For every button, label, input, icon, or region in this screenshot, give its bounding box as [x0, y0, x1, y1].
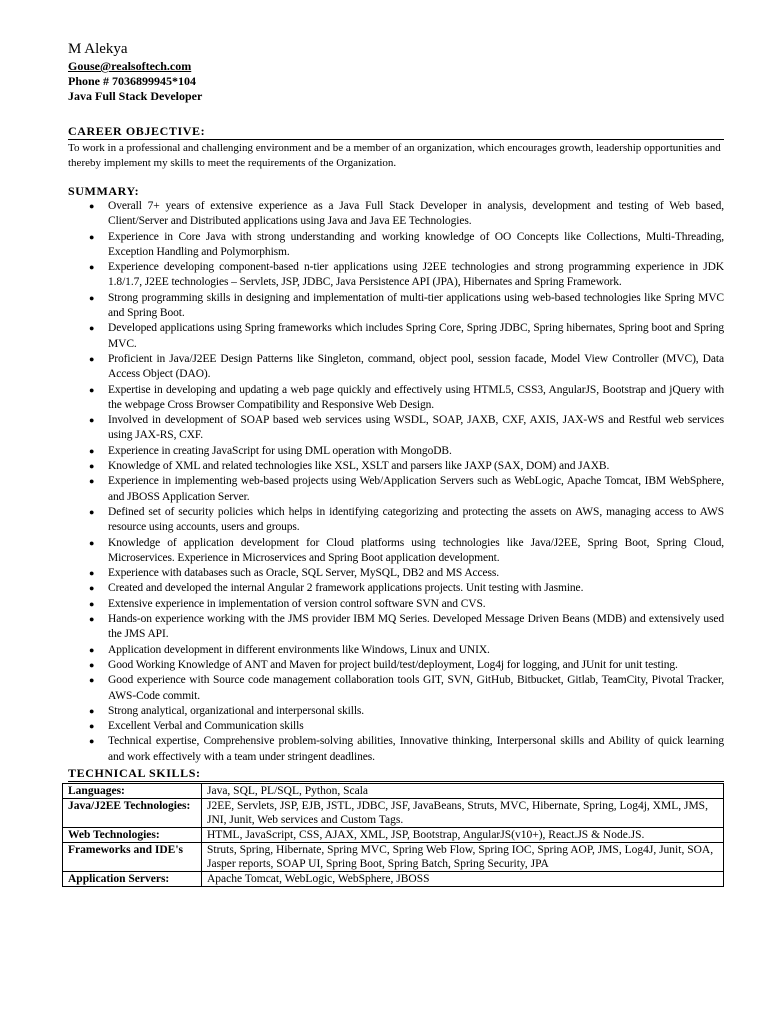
skills-row: [63, 842, 724, 871]
technical-skills-heading: TECHNICAL SKILLS:: [68, 765, 201, 780]
summary-item: [89, 612, 724, 643]
section-divider: [68, 781, 724, 782]
section-divider: [68, 139, 724, 140]
summary-item-text: Expertise in developing and updating a web page quickly and effectively using HTML5, CSS3, AngularJS, Bootstrap and jQuery with the webpage Cross Browser Compatibility and Responsive Web Design.: [108, 383, 724, 411]
skills-values: HTML, JavaScript, CSS, AJAX, XML, JSP, Bootstrap, AngularJS(v10+), React.JS & Node.JS.: [202, 827, 724, 842]
summary-item-text: Excellent Verbal and Communication skills: [108, 720, 304, 733]
skills-category: Languages:: [63, 783, 202, 798]
skills-category: Web Technologies:: [63, 827, 202, 842]
bullet-icon: ●: [89, 201, 95, 211]
skills-category: Java/J2EE Technologies:: [63, 798, 202, 827]
summary-heading: SUMMARY:: [68, 184, 140, 198]
summary-item: [89, 291, 724, 322]
career-objective-heading: CAREER OBJECTIVE:: [68, 124, 206, 138]
bullet-icon: ●: [89, 721, 95, 732]
summary-item: [89, 643, 724, 658]
summary-item-text: Experience developing component-based n-tier applications using J2EE technologies and strong programming experience in JDK 1.8/1.7, J2EE technologies – Servlets, JSP, JDBC, Java Persistence API (JPA), Hibernates and Spring Framework.: [108, 261, 724, 289]
summary-item: [89, 459, 724, 474]
phone-number: Phone # 7036899945*104: [68, 74, 197, 88]
bullet-icon: ●: [89, 445, 95, 456]
summary-list: [68, 199, 724, 765]
bullet-icon: ●: [89, 262, 95, 273]
summary-item: [89, 383, 724, 414]
summary-item: [89, 673, 724, 704]
bullet-icon: ●: [89, 506, 95, 517]
resume-page: [68, 40, 724, 887]
summary-item: [89, 505, 724, 536]
bullet-icon: ●: [89, 461, 95, 472]
summary-item-text: Strong analytical, organizational and interpersonal skills.: [108, 704, 365, 717]
summary-item-text: Knowledge of application development for Cloud platforms using technologies like Java/J2EE, Spring Boot, Spring Cloud, Microservices. Experience in Microservices and Spring Boot application development.: [108, 536, 724, 564]
bullet-icon: ●: [89, 598, 95, 609]
summary-item-text: Overall 7+ years of extensive experience as a Java Full Stack Developer in analysis, development and testing of Web based, Client/Server and Distributed applications using Java and Java EE Technologies.: [108, 200, 724, 228]
skills-row: [63, 783, 724, 798]
summary-item: [89, 260, 724, 291]
summary-item-text: Experience with databases such as Oracle, SQL Server, MySQL, DB2 and MS Access.: [108, 567, 500, 580]
summary-item-text: Defined set of security policies which helps in identifying categorizing and protecting the assets on AWS, managing access to AWS resource using accounts, users and groups.: [108, 505, 724, 534]
job-role: Java Full Stack Developer: [68, 89, 203, 103]
summary-item-text: Experience in Core Java with strong understanding and working knowledge of OO Concepts like Collections, Multi-Threading, Exception Handling and Polymorphism.: [108, 230, 724, 258]
summary-item: [89, 734, 724, 765]
summary-item: [89, 566, 724, 581]
summary-item-text: Good experience with Source code management collaboration tools GIT, SVN, GitHub, Bitbucket, Gitlab, TeamCity, Pivotal Tracker, AWS-Code commit.: [108, 674, 724, 702]
skills-category: Frameworks and IDE's: [63, 842, 202, 871]
summary-item-text: Knowledge of XML and related technologies like XSL, XSLT and parsers like JAXP (SAX, DOM) and JAXB.: [108, 460, 610, 473]
summary-item: [89, 474, 724, 505]
career-objective-text: To work in a professional and challenging environment and be a member of an organization, which encourages growth, leadership opportunities and thereby implement my skills to meet the requirements of the Organization.: [68, 142, 721, 169]
bullet-icon: ●: [89, 415, 95, 426]
bullet-icon: ●: [89, 292, 95, 303]
bullet-icon: ●: [89, 323, 95, 334]
skills-row: [63, 798, 724, 827]
bullet-icon: ●: [89, 659, 95, 670]
summary-item: [89, 704, 724, 719]
email-link[interactable]: Gouse@realsoftech.com: [68, 59, 192, 73]
skills-row: [63, 827, 724, 842]
bullet-icon: ●: [89, 736, 95, 747]
summary-item-text: Proficient in Java/J2EE Design Patterns like Singleton, command, object pool, session facade, Model View Controller (MVC), Data Access Object (DAO).: [108, 352, 724, 381]
summary-item-text: Developed applications using Spring frameworks which includes Spring Core, Spring JDBC, Spring hibernates, Spring boot and Spring MVC.: [108, 322, 724, 350]
skills-values: Apache Tomcat, WebLogic, WebSphere, JBOSS: [202, 871, 724, 886]
candidate-name: M Alekya: [68, 41, 128, 57]
summary-item-text: Technical expertise, Comprehensive problem-solving abilities, Innovative thinking, Interpersonal skills and Ability of quick learning and work effectively with a team under stringent deadlines.: [108, 735, 724, 763]
bullet-icon: ●: [89, 568, 95, 579]
bullet-icon: ●: [89, 353, 95, 364]
summary-item: [89, 321, 724, 352]
skills-category: Application Servers:: [63, 871, 202, 886]
summary-item: [89, 658, 724, 673]
bullet-icon: ●: [89, 231, 95, 242]
summary-item: [89, 536, 724, 567]
summary-item-text: Created and developed the internal Angular 2 framework applications projects. Unit testing with Jasmine.: [108, 582, 584, 595]
summary-item-text: Application development in different environments like Windows, Linux and UNIX.: [108, 643, 490, 656]
skills-values: Struts, Spring, Hibernate, Spring MVC, Spring Web Flow, Spring IOC, Spring AOP, JMS, Log4J, Junit, SOA, Jasper reports, SOAP UI, Spring Boot, Spring Batch, Spring Security, JPA: [202, 842, 724, 871]
bullet-icon: ●: [89, 476, 95, 487]
summary-item-text: Experience in implementing web-based projects using Web/Application Servers such as WebLogic, Apache Tomcat, IBM WebSphere, and JBOSS Application Server.: [108, 475, 724, 503]
bullet-icon: ●: [89, 705, 95, 716]
bullet-icon: ●: [89, 537, 95, 548]
summary-item: [89, 199, 724, 230]
summary-item-text: Hands-on experience working with the JMS provider IBM MQ Series. Developed Message Driven Beans (MDB) and extensively used the JMS API.: [108, 613, 724, 641]
summary-item: [89, 352, 724, 383]
summary-item: [89, 719, 724, 734]
summary-item: [89, 581, 724, 596]
bullet-icon: ●: [89, 384, 95, 395]
summary-item-text: Extensive experience in implementation of version control software SVN and CVS.: [108, 597, 486, 610]
summary-item-text: Good Working Knowledge of ANT and Maven for project build/test/deployment, Log4j for logging, and JUnit for unit testing.: [108, 658, 678, 671]
summary-item: [89, 413, 724, 444]
bullet-icon: ●: [89, 583, 95, 594]
summary-item: [89, 230, 724, 261]
skills-values: Java, SQL, PL/SQL, Python, Scala: [202, 783, 724, 798]
bullet-icon: ●: [89, 675, 95, 686]
summary-item-text: Strong programming skills in designing and implementation of multi-tier applications using web-based technologies like Spring MVC and Spring Boot.: [108, 291, 724, 320]
summary-item-text: Involved in development of SOAP based web services using WSDL, SOAP, JAXB, CXF, AXIS, JAX-WS and Restful web services using JAX-RS, CXF.: [108, 414, 724, 442]
skills-values: J2EE, Servlets, JSP, EJB, JSTL, JDBC, JSF, JavaBeans, Struts, MVC, Hibernate, Spring, Log4j, XML, JMS, JNI, Junit, Web services and Custom Tags.: [202, 798, 724, 827]
bullet-icon: ●: [89, 614, 95, 625]
summary-item-text: Experience in creating JavaScript for using DML operation with MongoDB.: [108, 444, 452, 457]
skills-row: [63, 871, 724, 886]
technical-skills-table: [62, 783, 724, 887]
bullet-icon: ●: [89, 644, 95, 655]
summary-item: [89, 597, 724, 612]
summary-item: [89, 444, 724, 459]
